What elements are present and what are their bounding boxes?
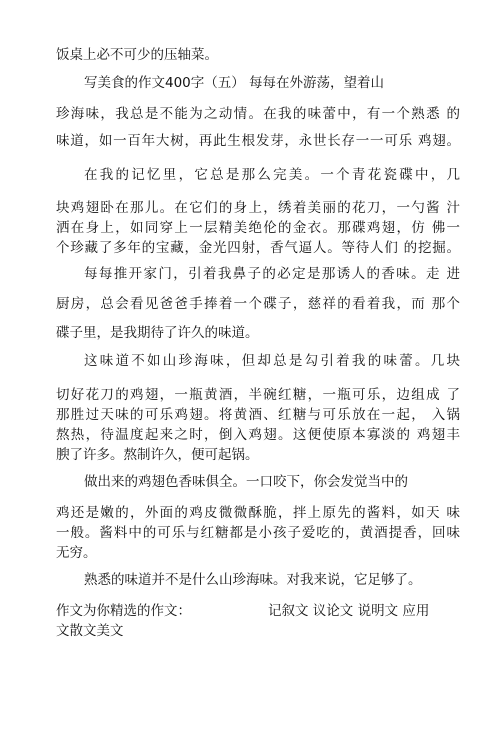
text-line: 珍海味，我总是不能为之动情。在我的味蕾中，有一个熟悉 的 <box>56 106 460 122</box>
text-line: 一般。酱料中的可乐与红糖都是小孩子爱吃的，黄酒提香，回味 <box>56 525 460 541</box>
text-line: 鸡还是嫩的，外面的鸡皮微微酥脆，拌上原先的酱料，如天 味 <box>56 505 460 521</box>
text-line: 个珍藏了多年的宝藏，金光四射，香气逼人。等待人们 的挖掘。 <box>56 240 460 256</box>
text-line: 腴了许多。熬制许久，便可起锅。 <box>56 447 259 463</box>
text-line: 味道，如一百年大树，再此生根发芽，永世长存一一可乐 鸡翅。 <box>56 133 460 149</box>
text-line: 每每推开家门，引着我鼻子的必定是那诱人的香味。走 进 <box>84 266 460 282</box>
text-line: 洒在身上，如同穿上一层精美绝伦的金衣。那碟鸡翅，仿 佛一 <box>56 220 460 236</box>
text-line: 切好花刀的鸡翅，一瓶黄酒，半碗红糖，一瓶可乐，边组成 了 <box>56 387 460 403</box>
text-line: 做出来的鸡翅色香味俱全。一口咬下，你会发觉当中的 <box>84 474 408 490</box>
text-line: 块鸡翅卧在那儿。在它们的身上，绣着美丽的花刀，一勺酱 汁 <box>56 200 460 216</box>
text-line: 在我的记忆里，它总是那么完美。一个青花瓷碟中，几 <box>84 167 460 183</box>
text-line: 这味道不如山珍海味，但却总是勾引着我的味蕾。几块 <box>84 353 460 369</box>
text-line: 熬热，待温度起来之时，倒入鸡翅。这便使原本寡淡的 鸡翅丰 <box>56 427 460 443</box>
text-line: 无穷。 <box>56 545 97 561</box>
category-links[interactable]: 记叙文 议论文 说明文 应用 <box>268 603 430 619</box>
text-line: 写美食的作文400字（五） 每每在外游荡，望着山 <box>84 75 385 91</box>
text-line: 碟子里，是我期待了许久的味道。 <box>56 325 259 341</box>
text-line: 饭桌上必不可少的压轴菜。 <box>56 47 218 63</box>
text-line: 那胜过天味的可乐鸡翅。将黄酒、红糖与可乐放在一起， 入锅 <box>56 407 460 423</box>
category-links-wrap[interactable]: 文散文美文 <box>56 623 124 639</box>
text-line: 厨房，总会看见爸爸手捧着一个碟子，慈祥的看着我，而 那个 <box>56 296 460 312</box>
text-line: 熟悉的味道并不是什么山珍海味。对我来说，它足够了。 <box>84 572 422 588</box>
related-label: 作文为你精选的作文： <box>56 603 191 619</box>
